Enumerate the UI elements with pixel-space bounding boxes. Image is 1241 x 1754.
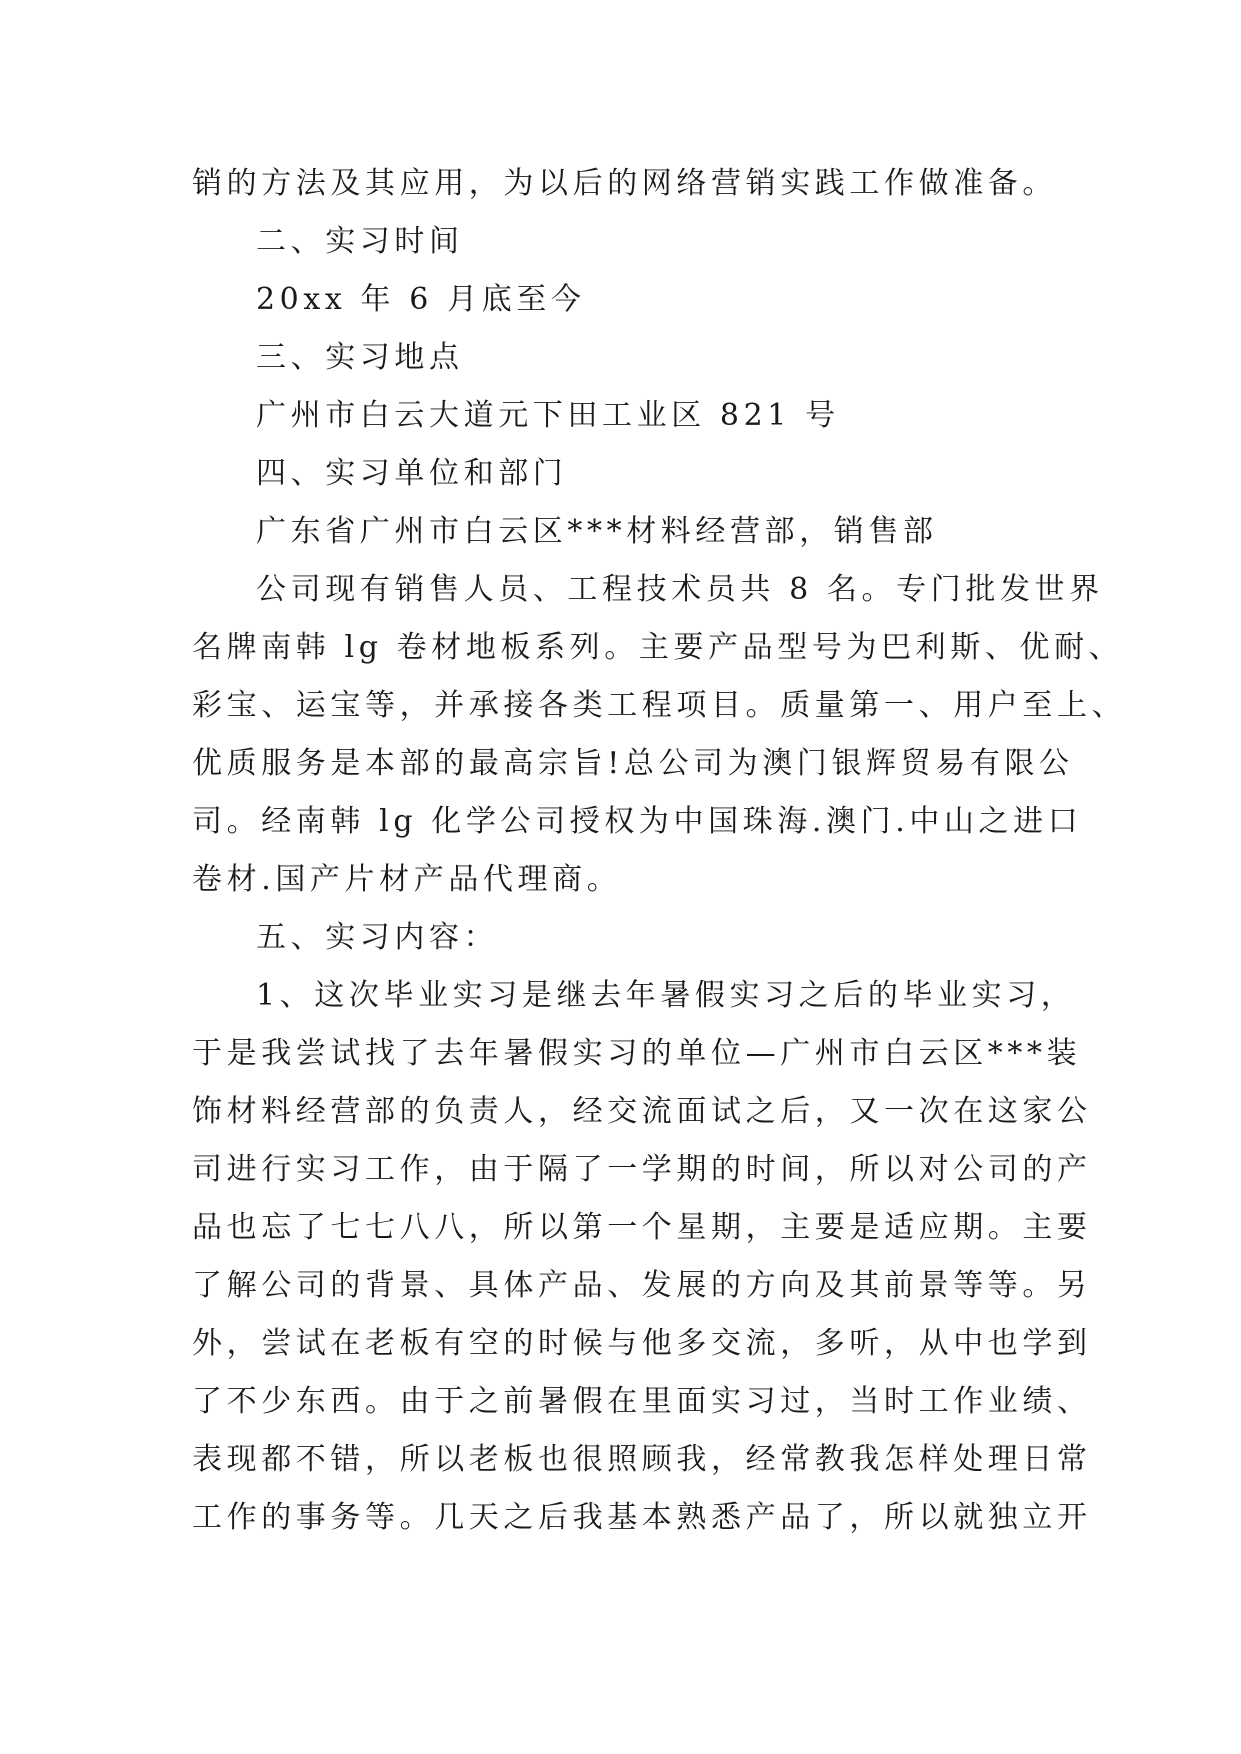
- paragraph-line: 1、这次毕业实习是继去年暑假实习之后的毕业实习，: [256, 978, 1076, 1013]
- paragraph-line: 了不少东西。由于之前暑假在里面实习过，当时工作业绩、: [192, 1384, 1092, 1419]
- section-heading-time: 二、实习时间: [256, 224, 464, 259]
- section-heading-content: 五、实习内容：: [256, 920, 499, 955]
- section-heading-unit: 四、实习单位和部门: [256, 456, 568, 491]
- paragraph-line: 司进行实习工作，由于隔了一学期的时间，所以对公司的产: [192, 1152, 1092, 1187]
- paragraph-line: 了解公司的背景、具体产品、发展的方向及其前景等等。另: [192, 1268, 1092, 1303]
- paragraph-line: 卷材.国产片材产品代理商。: [192, 862, 622, 897]
- paragraph-line: 20xx 年 6 月底至今: [256, 282, 586, 317]
- paragraph-line: 广东省广州市白云区***材料经营部，销售部: [256, 514, 938, 549]
- section-heading-location: 三、实习地点: [256, 340, 464, 375]
- paragraph-line: 优质服务是本部的最高宗旨!总公司为澳门银辉贸易有限公: [192, 746, 1074, 781]
- paragraph-line: 名牌南韩 lg 卷材地板系列。主要产品型号为巴利斯、优耐、: [192, 630, 1124, 665]
- paragraph-line: 饰材料经营部的负责人，经交流面试之后，又一次在这家公: [192, 1094, 1092, 1129]
- paragraph-line: 工作的事务等。几天之后我基本熟悉产品了，所以就独立开: [192, 1500, 1092, 1535]
- paragraph-line: 品也忘了七七八八，所以第一个星期，主要是适应期。主要: [192, 1210, 1092, 1245]
- paragraph-line: 司。经南韩 lg 化学公司授权为中国珠海.澳门.中山之进口: [192, 804, 1083, 839]
- paragraph-line: 销的方法及其应用，为以后的网络营销实践工作做准备。: [192, 166, 1057, 201]
- paragraph-line: 外，尝试在老板有空的时候与他多交流，多听，从中也学到: [192, 1326, 1092, 1361]
- paragraph-line: 于是我尝试找了去年暑假实习的单位—广州市白云区***装: [192, 1036, 1082, 1071]
- paragraph-line: 表现都不错，所以老板也很照顾我，经常教我怎样处理日常: [192, 1442, 1092, 1477]
- paragraph-line: 彩宝、运宝等，并承接各类工程项目。质量第一、用户至上、: [192, 688, 1127, 723]
- paragraph-line: 广州市白云大道元下田工业区 821 号: [256, 398, 840, 433]
- paragraph-line: 公司现有销售人员、工程技术员共 8 名。专门批发世界: [256, 572, 1104, 607]
